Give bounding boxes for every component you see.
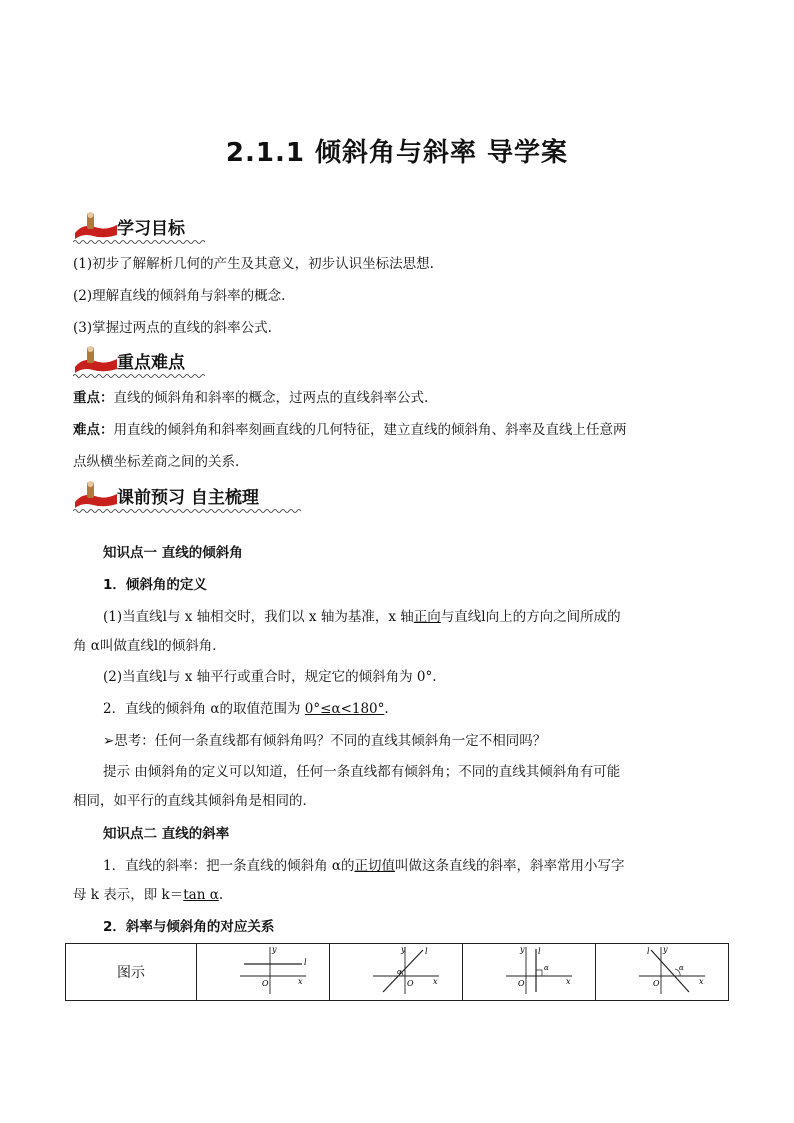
svg-text:O: O [262,979,269,988]
section-title: 课前预习 自主梳理 [117,488,259,508]
section-objectives-header [73,209,203,243]
svg-text:α: α [397,968,402,976]
focus-label: 重点： [73,390,114,406]
slope-definition-line [103,854,625,874]
slope-text: 母 k 表示，即 k＝ [73,887,184,903]
svg-text:y: y [401,945,406,954]
objective-item: (3)掌握过两点的直线的斜率公式. [73,320,272,336]
table-row-label: 图示 [66,944,197,1001]
table-row [66,944,729,1001]
definition-subtitle: 1．倾斜角的定义 [103,577,207,593]
objective-item: (2)理解直线的倾斜角与斜率的概念. [73,288,286,304]
knowledge-point-2-title: 知识点二 直线的斜率 [103,826,230,842]
wavy-underline [73,508,303,514]
slope-angle-table [65,943,729,1001]
svg-text:α: α [679,964,684,972]
diagram-acute-angle [330,944,463,1001]
wavy-underline [73,239,205,245]
svg-text:x: x [566,977,571,986]
svg-text:l: l [647,947,650,956]
svg-text:x: x [433,977,438,986]
definition-1-text: 与直线l向上的方向之间所成的 [440,609,621,625]
range-text: 2．直线的倾斜角 α的取值范围为 [103,701,305,717]
slope-blank: 正切值 [354,858,395,874]
pencil-badge-icon [73,480,119,510]
page-title: 2.1.1 倾斜角与斜率 导学案 [225,138,569,168]
svg-text:O: O [653,979,660,988]
range-text: . [384,701,389,717]
svg-text:x: x [699,977,704,986]
definition-1-blank: 正向 [413,609,441,625]
think-question: ➢思考：任何一条直线都有倾斜角吗？不同的直线其倾斜角一定不相同吗？ [103,733,547,749]
objective-item: (1)初步了解解析几何的产生及其意义，初步认识坐标法思想. [73,256,434,272]
svg-text:y: y [272,945,277,954]
svg-text:y: y [663,945,668,954]
slope-formula-blank: tan α [183,887,219,903]
diagram-horizontal-line [197,944,330,1001]
section-preview-header [73,478,259,512]
slope-text: 1．直线的斜率：把一条直线的倾斜角 α的 [103,858,355,874]
definition-2-line: (2)当直线l与 x 轴平行或重合时，规定它的倾斜角为 0°. [103,669,437,685]
definition-1-line [103,605,621,625]
svg-text:α: α [544,964,549,972]
difficulty-text: 用直线的倾斜角和斜率刻画直线的几何特征，建立直线的倾斜角、斜率及直线上任意两 [113,422,627,438]
focus-text: 直线的倾斜角和斜率的概念，过两点的直线斜率公式. [113,390,429,406]
slope-text: 叫做这条直线的斜率，斜率常用小写字 [395,858,625,874]
svg-text:O: O [407,979,414,988]
difficulty-line-2: 点纵横坐标差商之间的关系. [73,454,240,470]
hint-line-2: 相同，如平行的直线其倾斜角是相同的． [73,793,316,809]
pencil-badge-icon [73,345,119,375]
svg-text:x: x [298,977,303,986]
hint-line: 提示 由倾斜角的定义可以知道，任何一条直线都有倾斜角；不同的直线其倾斜角有可能 [103,764,621,780]
section-title: 重点难点 [117,353,185,373]
svg-text:y: y [520,945,525,954]
slope-text: . [218,887,224,903]
correspondence-subtitle: 2．斜率与倾斜角的对应关系 [103,919,275,935]
range-line [103,697,389,717]
svg-text:l: l [538,947,541,956]
pencil-badge-icon [73,211,119,241]
svg-text:l: l [425,947,428,956]
diagram-obtuse-angle [596,944,729,1001]
definition-1-text: (1)当直线l与 x 轴相交时，我们以 x 轴为基准，x 轴 [103,609,414,625]
wavy-underline [73,373,205,379]
slope-definition-line-2 [73,883,223,903]
difficulty-line [73,418,627,438]
section-title: 学习目标 [117,219,185,239]
svg-text:l: l [304,958,307,967]
difficulty-label: 难点： [73,422,114,438]
focus-line [73,386,428,406]
range-blank: 0°≤α<180° [304,701,385,717]
section-key-points-header [73,343,203,377]
knowledge-point-1-title: 知识点一 直线的倾斜角 [103,545,243,561]
diagram-right-angle [463,944,596,1001]
definition-1-line-2: 角 α叫做直线l的倾斜角． [73,638,226,654]
svg-text:O: O [518,979,525,988]
